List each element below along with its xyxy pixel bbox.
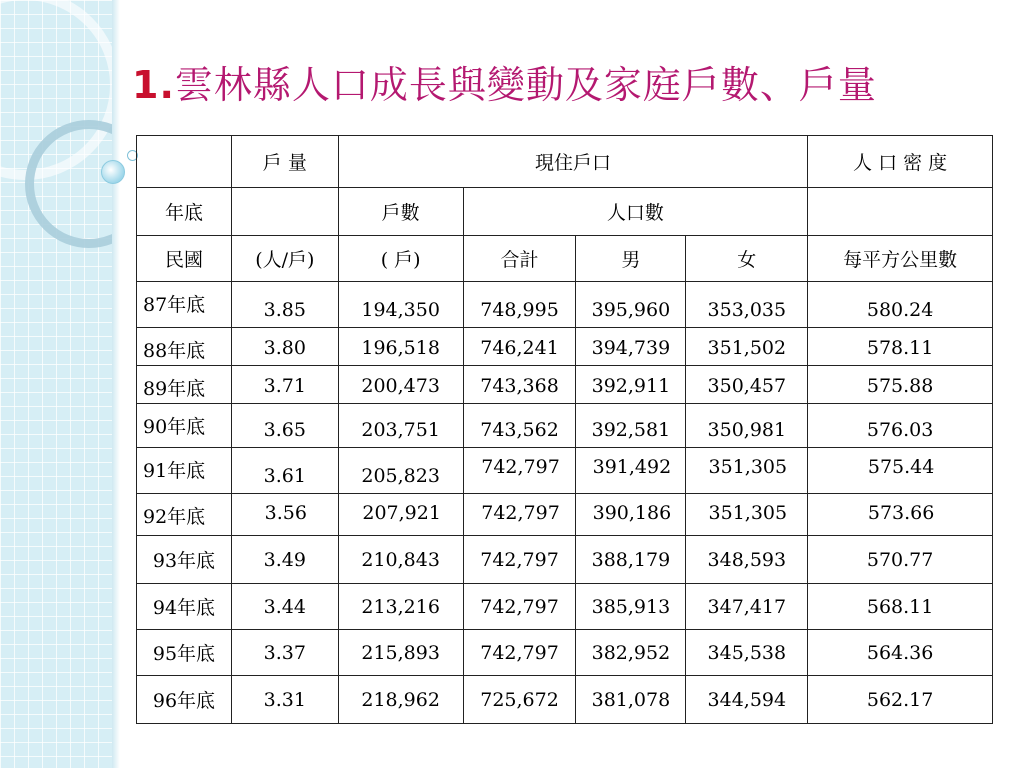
header-roc-year: 民國 (137, 236, 232, 282)
header-households: 戶數 (338, 188, 463, 236)
cell-households: 207,921 (338, 494, 463, 536)
cell-density: 580.24 (808, 282, 993, 328)
header-density: 人 口 密 度 (808, 136, 993, 188)
cell-density: 564.36 (808, 630, 993, 676)
table-row (137, 328, 993, 366)
cell-size: 3.56 (231, 494, 338, 536)
cell-total: 743,562 (463, 404, 576, 448)
cell-male: 385,913 (576, 584, 686, 630)
cell-households: 213,216 (338, 584, 463, 630)
cell-year: 95年底 (137, 630, 232, 676)
cell-year: 91年底 (137, 448, 232, 494)
table-row (137, 584, 993, 630)
cell-density: 575.88 (808, 366, 993, 404)
header-female: 女 (686, 236, 808, 282)
page-title (132, 54, 877, 109)
title-number: 1. (132, 63, 175, 107)
header-row-1 (137, 136, 993, 188)
cell-households: 215,893 (338, 630, 463, 676)
cell-female: 345,538 (686, 630, 808, 676)
cell-total: 742,797 (463, 536, 576, 584)
cell-male: 388,179 (576, 536, 686, 584)
sidebar-edge (112, 0, 120, 768)
population-table (136, 135, 993, 724)
cell-total: 742,797 (463, 494, 576, 536)
header-population: 人口數 (463, 188, 808, 236)
table-row (137, 494, 993, 536)
cell-size: 3.44 (231, 584, 338, 630)
cell-female: 353,035 (686, 282, 808, 328)
cell-year: 90年底 (137, 404, 232, 448)
cell-female: 344,594 (686, 676, 808, 724)
cell-households: 218,962 (338, 676, 463, 724)
cell-size: 3.85 (231, 282, 338, 328)
table-row (137, 630, 993, 676)
cell-year: 88年底 (137, 328, 232, 366)
title-text: 雲林縣人口成長與變動及家庭戶數、戶量 (174, 63, 877, 107)
header-row-3 (137, 236, 993, 282)
cell-male: 382,952 (576, 630, 686, 676)
cell-households: 194,350 (338, 282, 463, 328)
header-cell-empty (231, 188, 338, 236)
cell-year: 87年底 (137, 282, 232, 328)
header-unit-households: ( 戶) (338, 236, 463, 282)
table-row (137, 366, 993, 404)
cell-male: 392,911 (576, 366, 686, 404)
cell-female: 347,417 (686, 584, 808, 630)
cell-total: 743,368 (463, 366, 576, 404)
cell-households: 200,473 (338, 366, 463, 404)
cell-density: 578.11 (808, 328, 993, 366)
table-row (137, 536, 993, 584)
cell-total: 748,995 (463, 282, 576, 328)
cell-households: 203,751 (338, 404, 463, 448)
cell-male: 390,186 (576, 494, 686, 536)
cell-density: 570.77 (808, 536, 993, 584)
cell-female: 351,502 (686, 328, 808, 366)
cell-total: 742,797 (463, 448, 576, 494)
cell-size: 3.31 (231, 676, 338, 724)
table-row (137, 404, 993, 448)
cell-total: 742,797 (463, 630, 576, 676)
cell-total: 742,797 (463, 584, 576, 630)
cell-total: 725,672 (463, 676, 576, 724)
table-row (137, 676, 993, 724)
cell-households: 205,823 (338, 448, 463, 494)
cell-density: 562.17 (808, 676, 993, 724)
cell-female: 351,305 (686, 494, 808, 536)
cell-male: 381,078 (576, 676, 686, 724)
cell-female: 348,593 (686, 536, 808, 584)
header-male: 男 (576, 236, 686, 282)
table-row (137, 282, 993, 328)
table-row (137, 448, 993, 494)
cell-male: 392,581 (576, 404, 686, 448)
decorative-sidebar (0, 0, 112, 768)
cell-year: 96年底 (137, 676, 232, 724)
cell-female: 351,305 (686, 448, 808, 494)
cell-year: 89年底 (137, 366, 232, 404)
cell-households: 196,518 (338, 328, 463, 366)
cell-female: 350,457 (686, 366, 808, 404)
cell-size: 3.37 (231, 630, 338, 676)
cell-year: 92年底 (137, 494, 232, 536)
cell-size: 3.65 (231, 404, 338, 448)
cell-year: 94年底 (137, 584, 232, 630)
header-household-size: 戶 量 (231, 136, 338, 188)
cell-year: 93年底 (137, 536, 232, 584)
header-resident-population: 現住戶口 (338, 136, 808, 188)
cell-total: 746,241 (463, 328, 576, 366)
table-body (137, 136, 993, 724)
cell-size: 3.49 (231, 536, 338, 584)
cell-female: 350,981 (686, 404, 808, 448)
cell-male: 394,739 (576, 328, 686, 366)
header-unit-per-household: (人/戶) (231, 236, 338, 282)
cell-density: 573.66 (808, 494, 993, 536)
cell-size: 3.80 (231, 328, 338, 366)
cell-density: 568.11 (808, 584, 993, 630)
cell-male: 395,960 (576, 282, 686, 328)
cell-density: 575.44 (808, 448, 993, 494)
cell-size: 3.61 (231, 448, 338, 494)
header-row-2 (137, 188, 993, 236)
header-per-km2: 每平方公里數 (808, 236, 993, 282)
header-total: 合計 (463, 236, 576, 282)
header-year-end: 年底 (137, 188, 232, 236)
cell-density: 576.03 (808, 404, 993, 448)
cell-male: 391,492 (576, 448, 686, 494)
header-cell-empty (808, 188, 993, 236)
header-cell-empty (137, 136, 232, 188)
decorative-bubble-icon (101, 160, 125, 184)
cell-size: 3.71 (231, 366, 338, 404)
cell-households: 210,843 (338, 536, 463, 584)
